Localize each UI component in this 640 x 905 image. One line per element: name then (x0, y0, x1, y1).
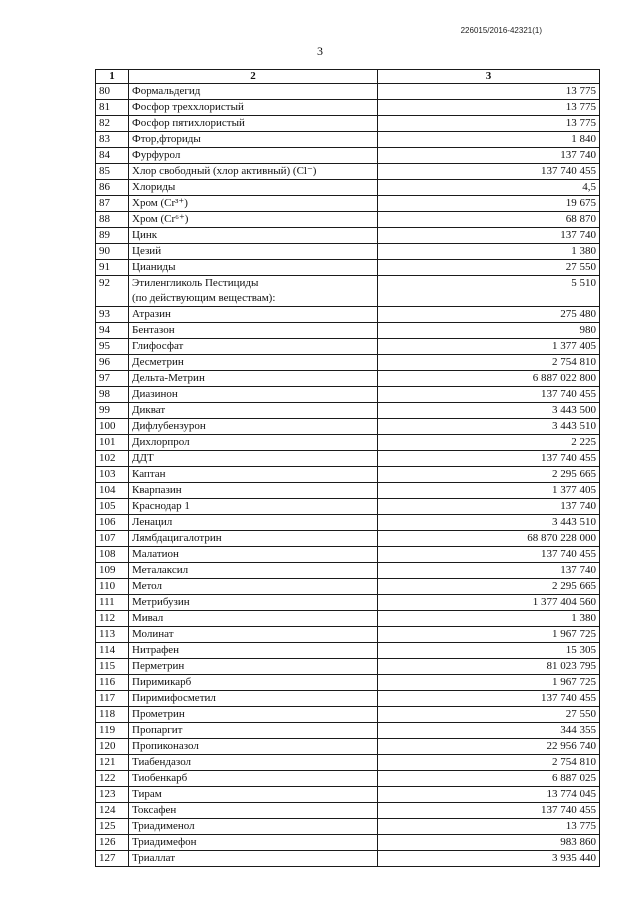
substance-name (129, 116, 378, 132)
substance-value: 13 775 (378, 819, 600, 835)
substance-value: 3 443 500 (378, 403, 600, 419)
table-row (96, 244, 600, 260)
substance-name (129, 483, 378, 499)
substance-name (129, 467, 378, 483)
substance-name-text: Хлор свободный (хлор активный) (Cl⁻) (132, 165, 317, 177)
table-header-row (96, 70, 600, 84)
row-number: 111 (96, 595, 129, 611)
substance-name-text: Пропаргит (132, 724, 183, 736)
row-number: 84 (96, 148, 129, 164)
table-row (96, 276, 600, 307)
substance-name (129, 771, 378, 787)
substance-name (129, 260, 378, 276)
substance-value: 6 887 025 (378, 771, 600, 787)
substance-value: 3 443 510 (378, 515, 600, 531)
substance-value: 2 754 810 (378, 355, 600, 371)
substance-name (129, 403, 378, 419)
substance-name-text: Фтор,фториды (132, 133, 201, 145)
row-number: 124 (96, 803, 129, 819)
substance-name-text: Триадименол (132, 820, 195, 832)
substance-name (129, 643, 378, 659)
substance-value: 68 870 228 000 (378, 531, 600, 547)
substance-value: 2 295 665 (378, 579, 600, 595)
substance-value: 13 774 045 (378, 787, 600, 803)
table-row (96, 499, 600, 515)
substance-name (129, 515, 378, 531)
table-row (96, 435, 600, 451)
table-row (96, 531, 600, 547)
substance-value: 13 775 (378, 84, 600, 100)
table-row (96, 164, 600, 180)
substance-value: 2 225 (378, 435, 600, 451)
substance-name (129, 819, 378, 835)
substance-value: 137 740 455 (378, 387, 600, 403)
table-row (96, 723, 600, 739)
substance-name-text: Перметрин (132, 660, 185, 672)
table-row (96, 84, 600, 100)
substance-value: 27 550 (378, 707, 600, 723)
table-row (96, 180, 600, 196)
substance-name (129, 723, 378, 739)
row-number: 92 (96, 276, 129, 307)
table-row (96, 228, 600, 244)
substance-value: 1 380 (378, 244, 600, 260)
substance-name-text: Дихлорпрол (132, 436, 190, 448)
table-row (96, 515, 600, 531)
substance-name (129, 739, 378, 755)
substance-name (129, 451, 378, 467)
row-number: 102 (96, 451, 129, 467)
substance-name-text: Цинк (132, 229, 158, 241)
table-row (96, 595, 600, 611)
row-number: 99 (96, 403, 129, 419)
substance-name-text: Фосфор пятихлористый (132, 117, 245, 129)
substance-value: 137 740 455 (378, 803, 600, 819)
substance-name-text: Бентазон (132, 324, 175, 336)
table-row (96, 739, 600, 755)
row-number: 93 (96, 307, 129, 323)
row-number: 114 (96, 643, 129, 659)
substance-name (129, 180, 378, 196)
row-number: 108 (96, 547, 129, 563)
substance-name-continuation: (по действующим веществам): (132, 292, 276, 304)
table-row (96, 659, 600, 675)
table-row (96, 563, 600, 579)
substance-name-text: Лямбдацигалотрин (132, 532, 222, 544)
substance-name-text: Токсафен (132, 804, 177, 816)
row-number: 82 (96, 116, 129, 132)
row-number: 106 (96, 515, 129, 531)
substance-value: 137 740 (378, 148, 600, 164)
substance-name-text: Металаксил (132, 564, 189, 576)
table-row (96, 100, 600, 116)
row-number: 112 (96, 611, 129, 627)
substance-name (129, 611, 378, 627)
substance-name-text: Атразин (132, 308, 171, 320)
substance-name (129, 755, 378, 771)
substance-value: 137 740 455 (378, 164, 600, 180)
substance-value: 137 740 455 (378, 691, 600, 707)
table-row (96, 803, 600, 819)
substance-name (129, 148, 378, 164)
substance-value: 3 935 440 (378, 851, 600, 867)
substance-name-text: Цезий (132, 245, 162, 257)
row-number: 105 (96, 499, 129, 515)
substance-value: 13 775 (378, 116, 600, 132)
page-number: 3 (317, 44, 323, 58)
substance-name (129, 787, 378, 803)
row-number: 118 (96, 707, 129, 723)
substance-name (129, 307, 378, 323)
substance-name-text: Тиабендазол (132, 756, 192, 768)
substance-name-text: Пиримикарб (132, 676, 192, 688)
table-row (96, 132, 600, 148)
substance-name (129, 851, 378, 867)
substance-value: 1 967 725 (378, 627, 600, 643)
row-number: 87 (96, 196, 129, 212)
substance-name-text: Глифосфат (132, 340, 184, 352)
table-row (96, 579, 600, 595)
substances-table (95, 69, 600, 867)
substance-value: 13 775 (378, 100, 600, 116)
substance-name (129, 659, 378, 675)
row-number: 126 (96, 835, 129, 851)
table-row (96, 787, 600, 803)
substance-value: 1 967 725 (378, 675, 600, 691)
table-row (96, 467, 600, 483)
substance-name (129, 579, 378, 595)
substance-name-text: ДДТ (132, 452, 154, 464)
substance-value: 983 860 (378, 835, 600, 851)
substance-name (129, 387, 378, 403)
table-row (96, 371, 600, 387)
table-row (96, 611, 600, 627)
table-row (96, 643, 600, 659)
substance-name-text: Этиленгликоль Пестициды (132, 277, 259, 289)
substance-name (129, 276, 378, 307)
table-row (96, 483, 600, 499)
row-number: 117 (96, 691, 129, 707)
substance-value: 1 377 405 (378, 339, 600, 355)
substance-name-text: Прометрин (132, 708, 185, 720)
substance-value: 3 443 510 (378, 419, 600, 435)
row-number: 107 (96, 531, 129, 547)
row-number: 80 (96, 84, 129, 100)
substance-name (129, 164, 378, 180)
substance-value: 137 740 (378, 563, 600, 579)
substance-name (129, 419, 378, 435)
row-number: 88 (96, 212, 129, 228)
row-number: 109 (96, 563, 129, 579)
column-header: 1 (96, 70, 129, 84)
substance-name-text: Пиримифосметил (132, 692, 216, 704)
substance-name (129, 339, 378, 355)
row-number: 96 (96, 355, 129, 371)
substance-value: 137 740 455 (378, 451, 600, 467)
substance-value: 2 754 810 (378, 755, 600, 771)
substance-value: 15 305 (378, 643, 600, 659)
substance-name (129, 212, 378, 228)
table-row (96, 339, 600, 355)
substance-name-text: Ленацил (132, 516, 173, 528)
document-id: 226015/2016-42321(1) (460, 26, 542, 35)
substance-name (129, 435, 378, 451)
substance-value: 275 480 (378, 307, 600, 323)
substance-name-text: Дикват (132, 404, 166, 416)
substance-name-text: Нитрафен (132, 644, 180, 656)
substance-name (129, 531, 378, 547)
substance-name-text: Молинат (132, 628, 174, 640)
table-row (96, 771, 600, 787)
substance-value: 5 510 (378, 276, 600, 307)
substance-name (129, 196, 378, 212)
substance-name (129, 627, 378, 643)
row-number: 91 (96, 260, 129, 276)
row-number: 115 (96, 659, 129, 675)
substance-name-text: Дифлубензурон (132, 420, 206, 432)
substance-name-text: Краснодар 1 (132, 500, 190, 512)
substance-name-text: Кварпазин (132, 484, 182, 496)
substance-name-text: Хром (Cr⁶⁺) (132, 213, 189, 225)
substance-value: 137 740 455 (378, 547, 600, 563)
substance-name (129, 499, 378, 515)
row-number: 83 (96, 132, 129, 148)
row-number: 110 (96, 579, 129, 595)
substance-name-text: Триаллат (132, 852, 176, 864)
table-row (96, 691, 600, 707)
table-row (96, 675, 600, 691)
row-number: 85 (96, 164, 129, 180)
substance-name-text: Диазинон (132, 388, 178, 400)
substance-value: 1 380 (378, 611, 600, 627)
row-number: 94 (96, 323, 129, 339)
table-row (96, 260, 600, 276)
table-row (96, 355, 600, 371)
substance-name (129, 595, 378, 611)
substance-name (129, 691, 378, 707)
table-body (96, 84, 600, 867)
substance-name (129, 132, 378, 148)
substance-name (129, 228, 378, 244)
substance-value: 1 377 404 560 (378, 595, 600, 611)
table-row (96, 819, 600, 835)
substance-name (129, 100, 378, 116)
column-header: 2 (129, 70, 378, 84)
table-row (96, 196, 600, 212)
substance-name-text: Тиобенкарб (132, 772, 188, 784)
row-number: 103 (96, 467, 129, 483)
table-row (96, 212, 600, 228)
table-row (96, 307, 600, 323)
row-number: 125 (96, 819, 129, 835)
row-number: 119 (96, 723, 129, 739)
substance-name-text: Фурфурол (132, 149, 181, 161)
table-row (96, 835, 600, 851)
row-number: 95 (96, 339, 129, 355)
row-number: 121 (96, 755, 129, 771)
row-number: 100 (96, 419, 129, 435)
row-number: 123 (96, 787, 129, 803)
substance-name-text: Метол (132, 580, 163, 592)
substance-name (129, 675, 378, 691)
row-number: 122 (96, 771, 129, 787)
table-row (96, 419, 600, 435)
substance-value: 980 (378, 323, 600, 339)
row-number: 113 (96, 627, 129, 643)
substance-name (129, 803, 378, 819)
row-number: 120 (96, 739, 129, 755)
substance-value: 4,5 (378, 180, 600, 196)
row-number: 116 (96, 675, 129, 691)
substance-value: 2 295 665 (378, 467, 600, 483)
substance-name-text: Цианиды (132, 261, 176, 273)
substance-name-text: Пропиконазол (132, 740, 199, 752)
row-number: 81 (96, 100, 129, 116)
substance-name-text: Хлориды (132, 181, 176, 193)
substance-value: 1 840 (378, 132, 600, 148)
substance-name-text: Мивал (132, 612, 164, 624)
row-number: 104 (96, 483, 129, 499)
substance-name (129, 371, 378, 387)
row-number: 127 (96, 851, 129, 867)
substance-name (129, 563, 378, 579)
substance-value: 68 870 (378, 212, 600, 228)
substance-name (129, 355, 378, 371)
table-row (96, 116, 600, 132)
table-row (96, 451, 600, 467)
substance-name-text: Малатион (132, 548, 179, 560)
substance-value: 27 550 (378, 260, 600, 276)
substance-name-text: Метрибузин (132, 596, 190, 608)
substance-value: 19 675 (378, 196, 600, 212)
substance-value: 137 740 (378, 228, 600, 244)
substance-name (129, 84, 378, 100)
table-row (96, 403, 600, 419)
substance-name (129, 835, 378, 851)
table-row (96, 627, 600, 643)
substance-name-text: Триадимефон (132, 836, 197, 848)
substance-name-text: Десметрин (132, 356, 184, 368)
table-row (96, 148, 600, 164)
substance-value: 1 377 405 (378, 483, 600, 499)
table-row (96, 755, 600, 771)
substance-name (129, 244, 378, 260)
substance-name (129, 323, 378, 339)
column-header: 3 (378, 70, 600, 84)
substance-value: 344 355 (378, 723, 600, 739)
table-row (96, 387, 600, 403)
substance-name-text: Фосфор треххлористый (132, 101, 244, 113)
substance-value: 22 956 740 (378, 739, 600, 755)
table-row (96, 547, 600, 563)
table-row (96, 707, 600, 723)
substance-name-text: Формальдегид (132, 85, 201, 97)
substance-name (129, 547, 378, 563)
table-row (96, 323, 600, 339)
row-number: 101 (96, 435, 129, 451)
row-number: 90 (96, 244, 129, 260)
substance-name-text: Дельта-Метрин (132, 372, 205, 384)
substance-value: 6 887 022 800 (378, 371, 600, 387)
substance-name-text: Хром (Cr³⁺) (132, 197, 188, 209)
row-number: 97 (96, 371, 129, 387)
substance-name-text: Тирам (132, 788, 162, 800)
substance-value: 81 023 795 (378, 659, 600, 675)
substance-value: 137 740 (378, 499, 600, 515)
table-row (96, 851, 600, 867)
substance-name (129, 707, 378, 723)
row-number: 86 (96, 180, 129, 196)
row-number: 89 (96, 228, 129, 244)
row-number: 98 (96, 387, 129, 403)
substance-name-text: Каптан (132, 468, 166, 480)
